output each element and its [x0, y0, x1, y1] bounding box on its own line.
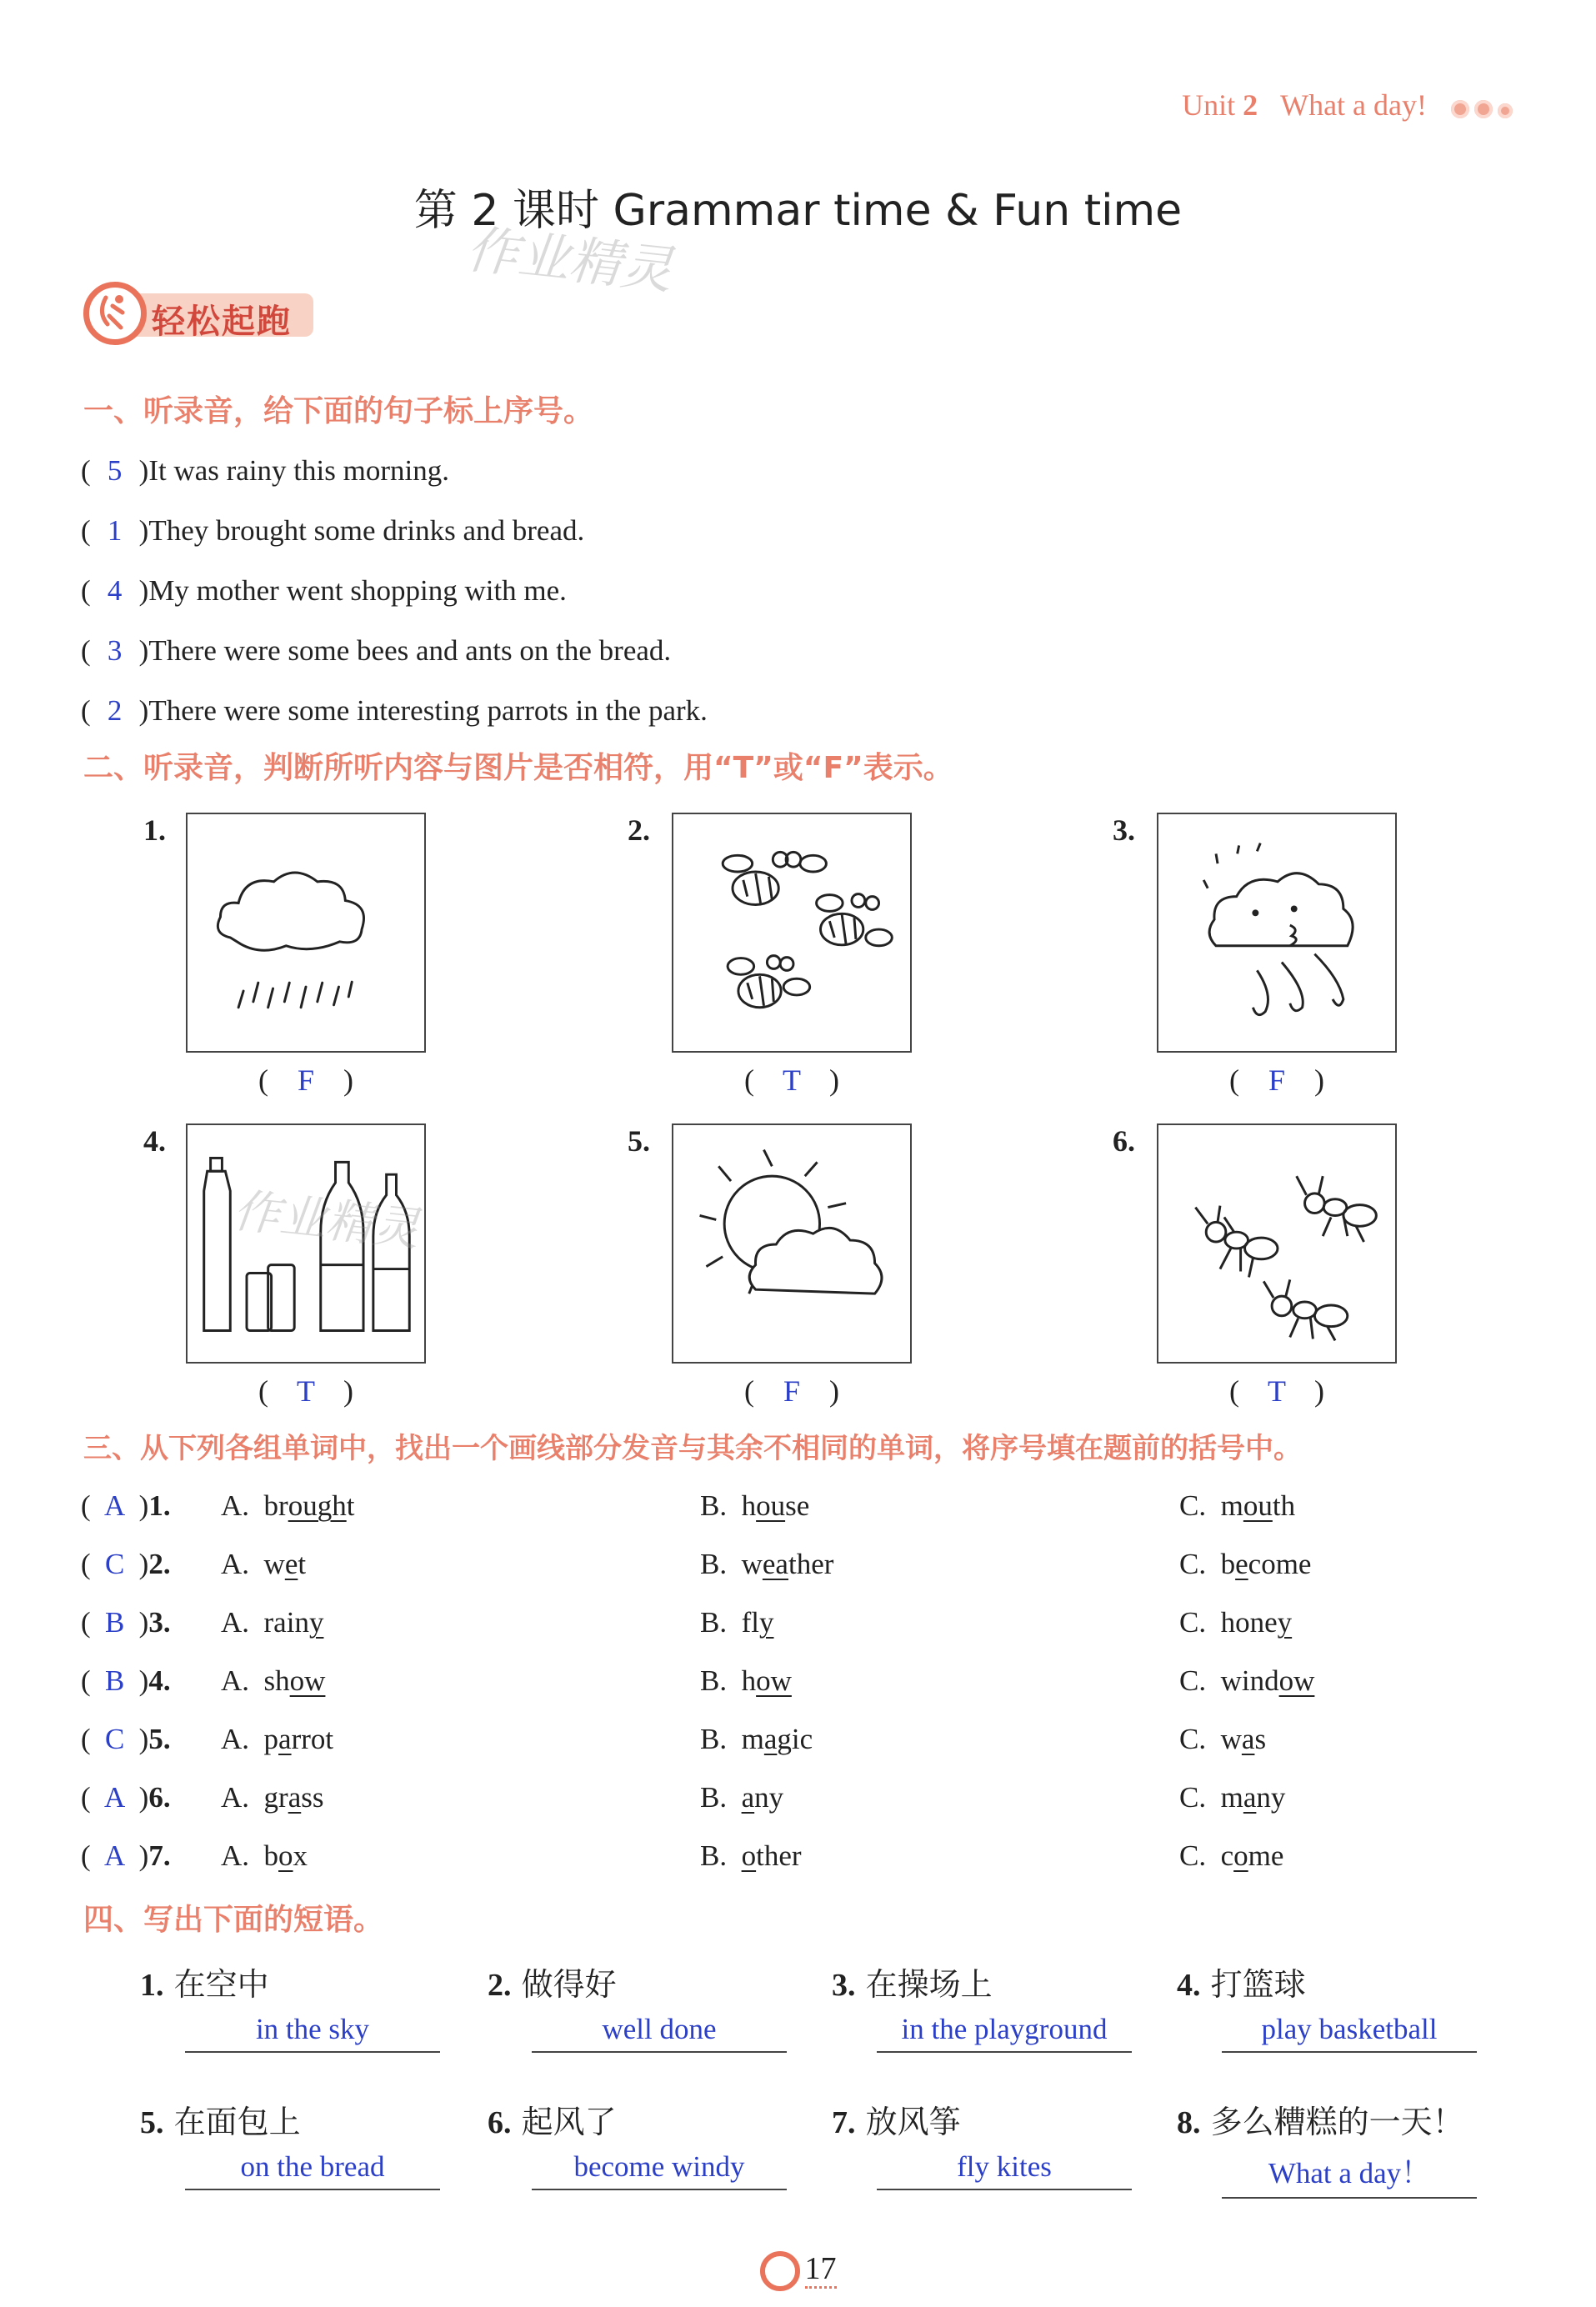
answer[interactable]: A [104, 1839, 126, 1872]
option-b: B. other [700, 1839, 802, 1872]
phrase-answer[interactable]: in the sky [185, 2013, 440, 2053]
list-item: ( 4 )My mother went shopping with me. [81, 574, 567, 607]
ants-picture [1157, 1123, 1397, 1364]
sentence: There were some interesting parrots in the park. [148, 694, 708, 727]
question-number: 3. [148, 1606, 171, 1639]
list-item: ( 3 )There were some bees and ants on the bread. [81, 634, 672, 667]
option-a: A. show [221, 1664, 326, 1697]
sun-cloud-icon [673, 1125, 910, 1362]
page-footer [0, 2250, 1596, 2291]
table-row [81, 1606, 1514, 1648]
answer[interactable]: C [104, 1723, 125, 1755]
picture-number: 1. [143, 813, 166, 847]
table-row [81, 1664, 1514, 1706]
sentence: They brought some drinks and bread. [148, 514, 585, 547]
runner-icon [83, 282, 147, 345]
question-lead: ( A )1. [81, 1489, 171, 1522]
phrase-prompt: 6. 起风了 [488, 2104, 617, 2140]
option-a: A. grass [221, 1781, 324, 1814]
option-a: A. rainy [221, 1606, 324, 1639]
answer[interactable]: 1 [107, 514, 123, 547]
phrase-prompt: 8. 多么糟糕的一天！ [1177, 2104, 1464, 2140]
rain-cloud-picture [186, 813, 426, 1053]
lesson-title: 第 2 课时 Grammar time & Fun time [413, 186, 1183, 236]
option-a: A. box [221, 1839, 308, 1872]
question-lead: ( C )5. [81, 1723, 171, 1755]
picture-number: 4. [143, 1124, 166, 1158]
answer[interactable]: T [297, 1374, 315, 1408]
picture-number: 3. [1113, 813, 1135, 847]
question-number: 2. [148, 1548, 171, 1580]
bees-picture [672, 813, 912, 1053]
question-lead: ( C )2. [81, 1548, 171, 1580]
answer[interactable]: T [783, 1063, 801, 1097]
option-b: B. any [700, 1781, 784, 1814]
watermark-2: 作业精灵 [230, 1184, 423, 1258]
table-row [81, 1548, 1514, 1589]
phrase-answer[interactable]: in the playground [877, 2013, 1132, 2053]
phrase-prompt: 1. 在空中 [140, 1966, 269, 2003]
phrase-answer[interactable]: play basketball [1222, 2013, 1477, 2053]
section-badge [83, 282, 313, 347]
question-number: 5. [148, 1723, 171, 1755]
judgement-blank: ( T ) [258, 1374, 353, 1408]
watermark: 作业精灵 [463, 218, 676, 301]
option-b: B. weather [700, 1548, 834, 1580]
unit-label: Unit [1182, 88, 1236, 122]
table-row [81, 1839, 1514, 1881]
phrase-answer[interactable]: well done [532, 2013, 787, 2053]
answer[interactable]: A [104, 1781, 126, 1814]
question-number: 6. [148, 1781, 171, 1814]
answer[interactable]: T [1268, 1374, 1286, 1408]
option-c: C. many [1179, 1781, 1286, 1814]
phrase-answer[interactable]: on the bread [185, 2150, 440, 2190]
option-b: B. fly [700, 1606, 774, 1639]
phrase-prompt: 2. 做得好 [488, 1966, 617, 2003]
phrase-answer[interactable]: become windy [532, 2150, 787, 2190]
picture-number: 5. [628, 1124, 650, 1158]
section3-heading: 三、从下列各组单词中，找出一个画线部分发音与其余不相同的单词，将序号填在题前的括号中。 [83, 1432, 1302, 1465]
option-a: A. parrot [221, 1723, 334, 1755]
list-item: ( 2 )There were some interesting parrots in the park. [81, 694, 708, 727]
answer[interactable]: A [104, 1489, 126, 1522]
ant-icon [1158, 1125, 1395, 1362]
phrase-prompt: 3. 在操场上 [832, 1966, 993, 2003]
judgement-blank: ( T ) [744, 1063, 839, 1097]
phrase-prompt: 4. 打篮球 [1177, 1966, 1306, 2003]
bee-icon [673, 814, 910, 1051]
phrase-prompt: 7. 放风筝 [832, 2104, 961, 2140]
question-lead: ( B )4. [81, 1664, 171, 1697]
option-b: B. house [700, 1489, 810, 1522]
option-c: C. was [1179, 1723, 1267, 1755]
question-lead: ( B )3. [81, 1606, 171, 1639]
picture-number: 2. [628, 813, 650, 847]
badge-label: 轻松起跑 [152, 303, 292, 341]
picture-number: 6. [1113, 1124, 1135, 1158]
question-number: 4. [148, 1664, 171, 1697]
table-row [81, 1723, 1514, 1764]
section4-heading: 四、写出下面的短语。 [83, 1903, 384, 1937]
unit-title: What a day! [1280, 88, 1427, 122]
answer[interactable]: B [104, 1664, 125, 1697]
unit-number: 2 [1243, 88, 1258, 122]
windy-cloud-icon [1158, 814, 1395, 1051]
table-row [81, 1781, 1514, 1823]
judgement-blank: ( F ) [1229, 1063, 1324, 1097]
answer[interactable]: F [783, 1374, 801, 1408]
question-lead: ( A )6. [81, 1781, 171, 1814]
table-row [81, 1489, 1514, 1531]
option-a: A. wet [221, 1548, 307, 1580]
answer[interactable]: 2 [107, 694, 123, 727]
answer[interactable]: 3 [107, 634, 123, 667]
answer[interactable]: B [104, 1606, 125, 1639]
option-b: B. how [700, 1664, 792, 1697]
answer[interactable]: F [297, 1063, 315, 1097]
option-a: A. brought [221, 1489, 355, 1522]
rain-cloud-icon [188, 814, 424, 1051]
judgement-blank: ( T ) [1229, 1374, 1324, 1408]
sentence: It was rainy this morning. [148, 454, 449, 487]
option-c: C. window [1179, 1664, 1315, 1697]
list-item: ( 1 )They brought some drinks and bread. [81, 514, 585, 547]
option-c: C. come [1179, 1839, 1284, 1872]
question-lead: ( A )7. [81, 1839, 171, 1872]
section2-heading: 二、听录音，判断所听内容与图片是否相符，用“T”或“F”表示。 [83, 751, 953, 785]
sentence: My mother went shopping with me. [148, 574, 567, 607]
sentence: There were some bees and ants on the bread. [148, 634, 672, 667]
windy-cloud-picture [1157, 813, 1397, 1053]
list-item: ( 5 )It was rainy this morning. [81, 454, 449, 487]
question-number: 1. [148, 1489, 171, 1522]
option-b: B. magic [700, 1723, 813, 1755]
answer[interactable]: F [1268, 1063, 1286, 1097]
answer[interactable]: C [104, 1548, 125, 1580]
option-c: C. honey [1179, 1606, 1293, 1639]
answer[interactable]: 4 [107, 574, 123, 607]
judgement-blank: ( F ) [744, 1374, 839, 1408]
option-c: C. mouth [1179, 1489, 1296, 1522]
page-logo-icon [760, 2251, 800, 2291]
unit-header [1182, 88, 1513, 126]
sun-cloud-picture [672, 1123, 912, 1364]
page-number: 17 [805, 2251, 837, 2289]
answer[interactable]: 5 [107, 454, 123, 487]
judgement-blank: ( F ) [258, 1063, 353, 1097]
question-number: 7. [148, 1839, 171, 1872]
section1-heading: 一、听录音，给下面的句子标上序号。 [83, 394, 594, 428]
option-c: C. become [1179, 1548, 1312, 1580]
header-dots-icon [1446, 91, 1513, 126]
phrase-answer[interactable]: fly kites [877, 2150, 1132, 2190]
phrase-prompt: 5. 在面包上 [140, 2104, 301, 2140]
phrase-answer[interactable]: What a day！ [1222, 2150, 1477, 2199]
